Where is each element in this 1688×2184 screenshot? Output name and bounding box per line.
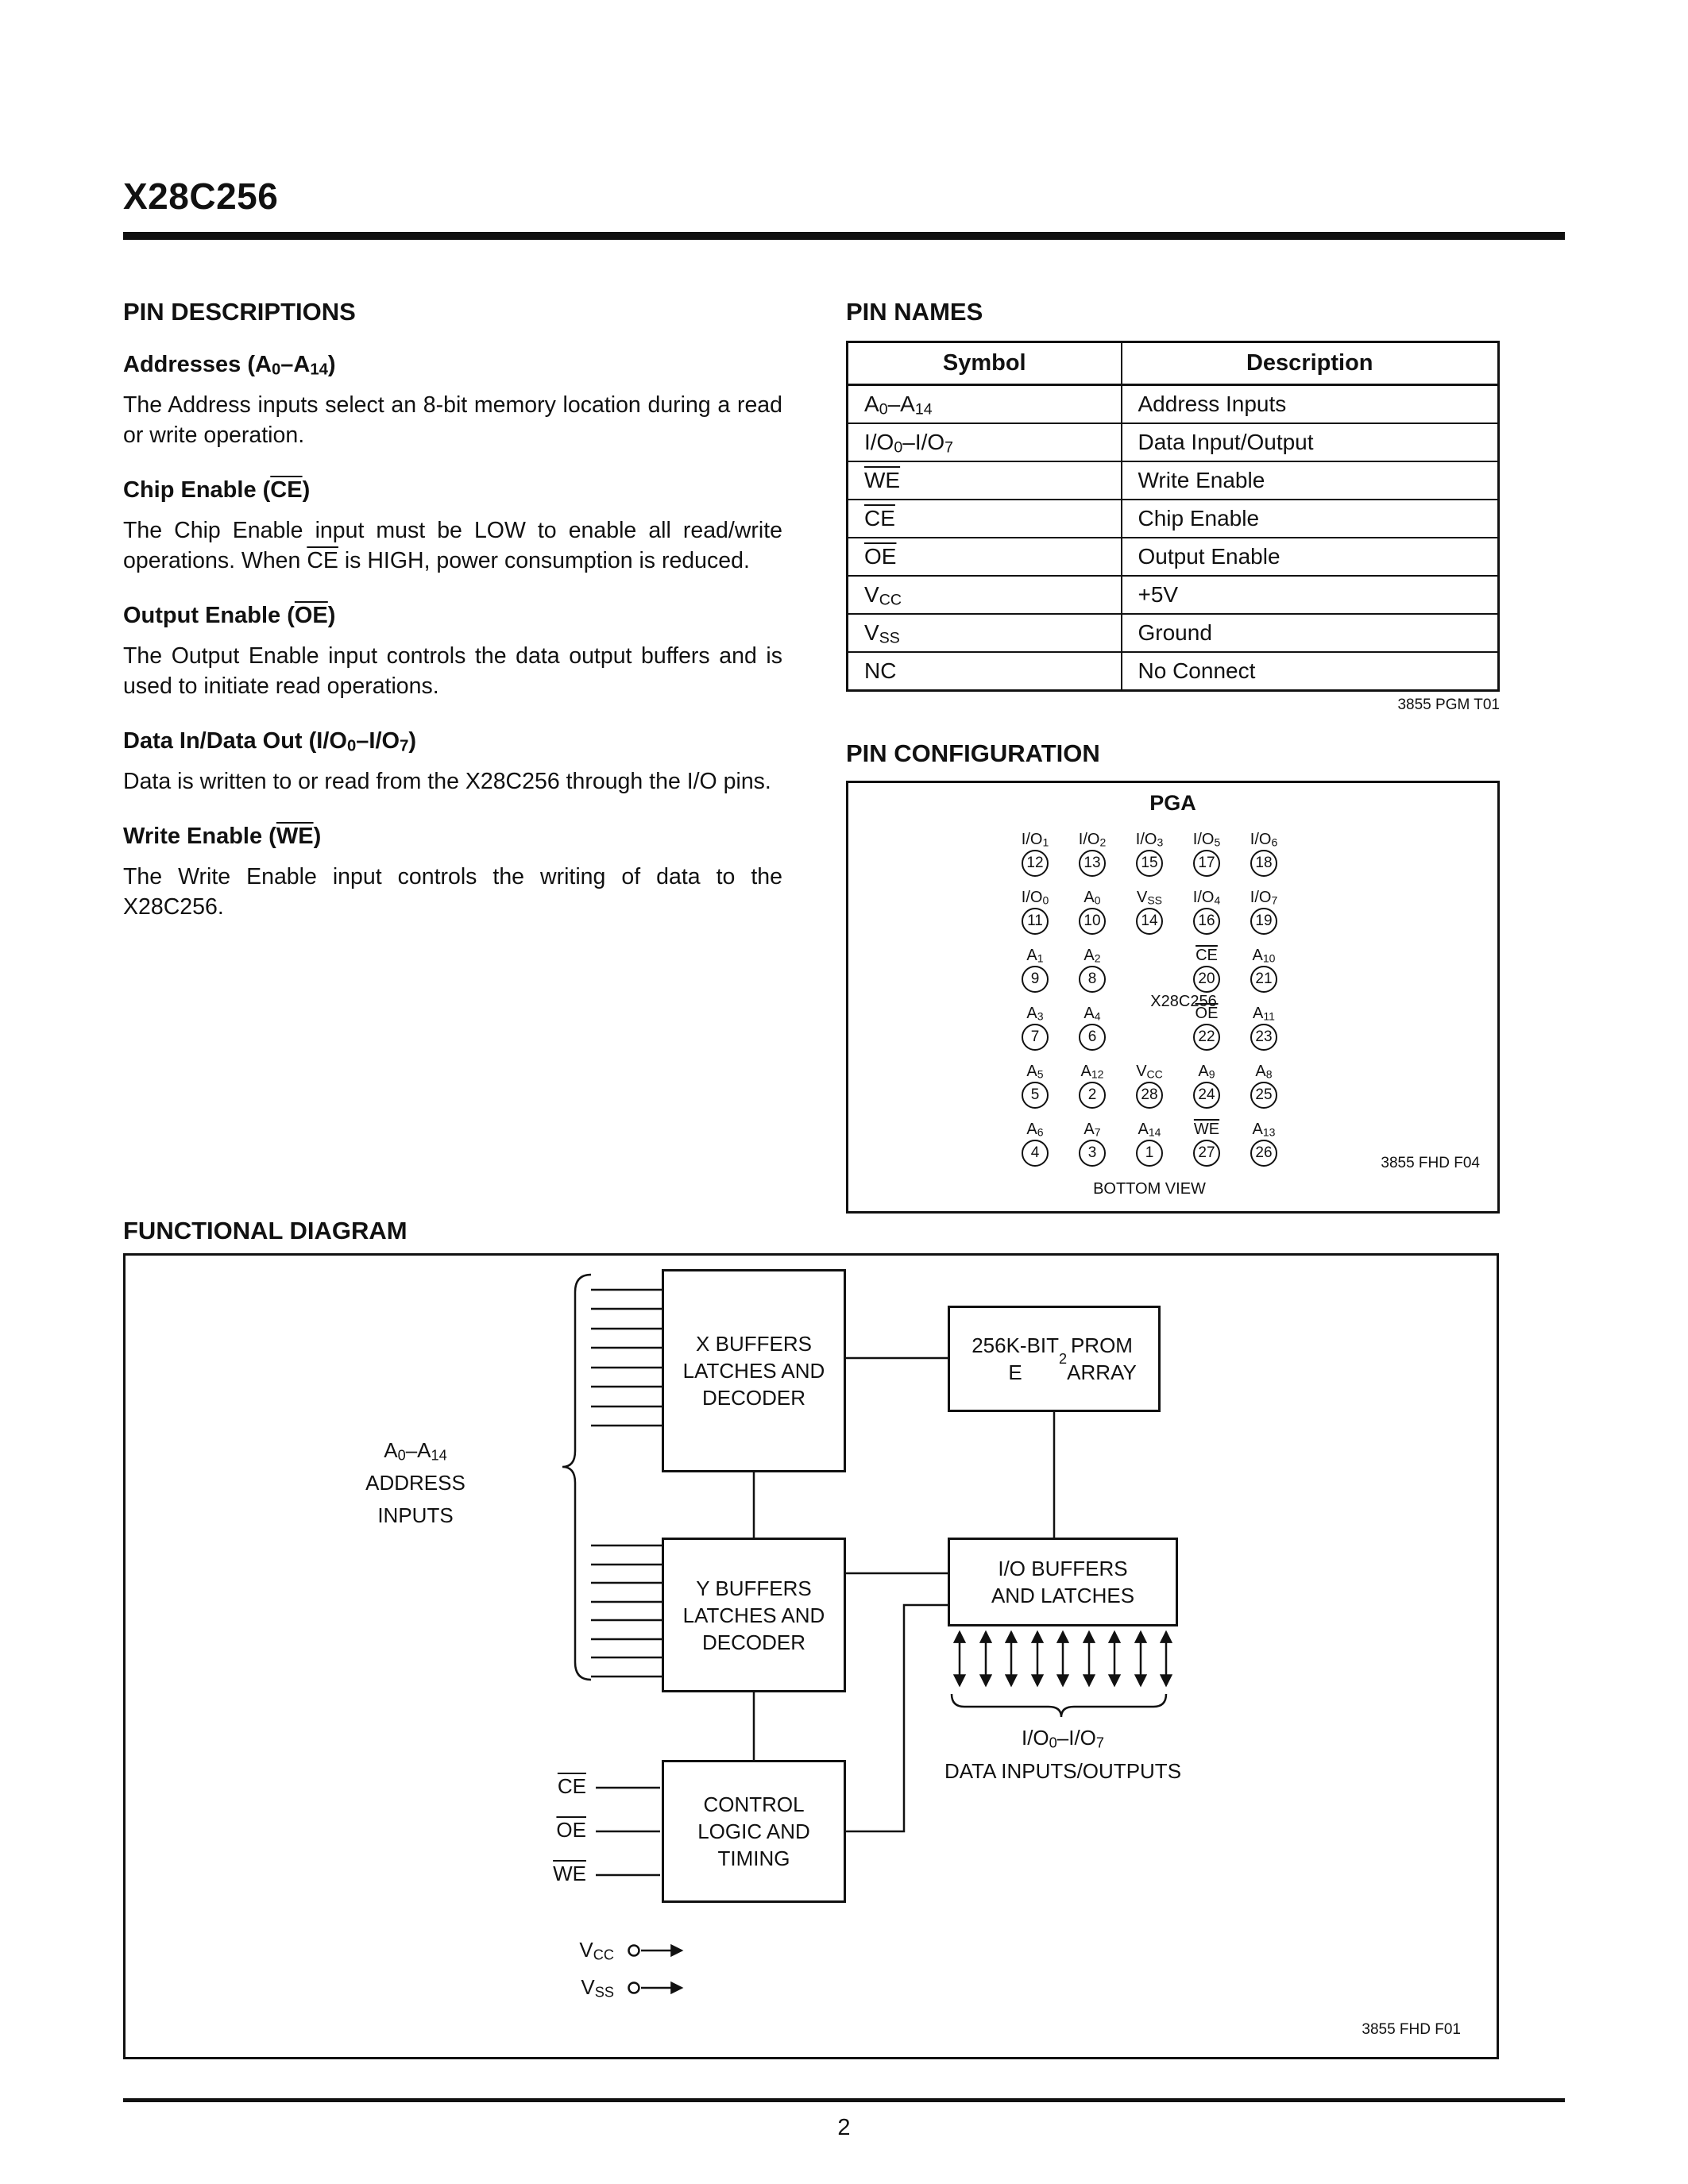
pin-number: 27 <box>1193 1140 1220 1167</box>
table-row <box>848 461 1499 500</box>
table-caption: 3855 PGM T01 <box>1397 696 1500 713</box>
pga-pin <box>1235 821 1292 879</box>
table-row <box>848 423 1499 461</box>
column-header-description: Description <box>1122 342 1499 385</box>
description-data-in-out <box>123 728 782 797</box>
pin-label: $A_1$ <box>1026 947 1044 965</box>
pin-descriptions-heading: PIN DESCRIPTIONS <box>123 298 356 326</box>
pga-pin <box>1121 1053 1178 1111</box>
pin-configuration-heading: PIN CONFIGURATION <box>846 739 1100 767</box>
pga-pin <box>1178 821 1235 879</box>
vcc-input-label: $V_{CC}$ <box>579 1938 614 1963</box>
pga-pin <box>1235 879 1292 937</box>
x-buffers-block: X BUFFERS LATCHES AND DECODER <box>662 1269 846 1472</box>
y-address-lines <box>591 1545 662 1677</box>
pin-names-table <box>846 341 1500 692</box>
section-body: The Chip Enable input must be LOW to enable all read/write operations. When $\overline{CE}$ is HIGH, power consumption is reduced. <box>123 518 782 573</box>
section-title: Addresses $(A_0-A_{14})$ <box>123 352 336 379</box>
pin-symbol: $V_{SS}$ <box>848 614 1122 652</box>
pga-row <box>1006 1111 1292 1169</box>
address-inputs-label: $A_0-A_{14}$ ADDRESS INPUTS <box>365 1438 465 1527</box>
pin-label: $A_{11}$ <box>1253 1005 1275 1023</box>
pin-number: 9 <box>1022 966 1049 993</box>
pga-row <box>1006 821 1292 879</box>
description-write-enable <box>123 824 782 922</box>
pga-pin <box>1006 995 1064 1053</box>
pin-number: 7 <box>1022 1024 1049 1051</box>
figure-caption: 3855 FHD F01 <box>1362 2021 1461 2038</box>
pin-number: 8 <box>1079 966 1106 993</box>
pin-symbol: $\overline{WE}$ <box>848 461 1122 500</box>
right-column <box>846 298 1500 1214</box>
pin-number: 16 <box>1193 908 1220 935</box>
pin-number: 4 <box>1022 1140 1049 1167</box>
pga-pin <box>1178 1053 1235 1111</box>
pin-label: $A_{12}$ <box>1080 1063 1104 1081</box>
pin-number: 11 <box>1022 908 1049 935</box>
pin-number: 2 <box>1079 1082 1106 1109</box>
pga-pin <box>1064 1111 1121 1169</box>
pin-number: 13 <box>1079 850 1106 877</box>
table-header-row <box>848 342 1499 385</box>
pga-pin <box>1121 879 1178 937</box>
pin-number: 15 <box>1136 850 1163 877</box>
section-title: Output Enable (OE) <box>123 603 336 628</box>
pin-symbol: $A_0-A_{14}$ <box>848 385 1122 424</box>
pin-label: $\overline{WE}$ <box>1193 1121 1220 1138</box>
table-row <box>848 385 1499 424</box>
pin-label: $I/O_4$ <box>1192 889 1221 907</box>
pga-row <box>1006 1053 1292 1111</box>
table-row <box>848 500 1499 538</box>
pga-pin <box>1006 1053 1064 1111</box>
pin-description: Ground <box>1122 614 1499 652</box>
pin-label: $V_{SS}$ <box>1136 889 1163 907</box>
functional-diagram-figure <box>123 1253 1499 2059</box>
pin-number: 20 <box>1193 966 1220 993</box>
pin-label: $\overline{CE}$ <box>1196 947 1218 964</box>
pin-number: 6 <box>1079 1024 1106 1051</box>
io-range-label: $I/O_0-I/O_7$ <box>1021 1726 1105 1751</box>
vss-input-label: $V_{SS}$ <box>581 1975 614 2001</box>
pin-description: Data Input/Output <box>1122 423 1499 461</box>
io-arrows <box>960 1632 1166 1685</box>
pin-descriptions-section <box>123 298 782 949</box>
pga-row <box>1006 937 1292 995</box>
pin-label: $A_5$ <box>1026 1063 1044 1081</box>
pga-pin <box>1121 821 1178 879</box>
pin-label: $I/O_6$ <box>1250 831 1278 849</box>
address-brace <box>562 1275 591 1680</box>
pin-names-heading: PIN NAMES <box>846 298 983 326</box>
description-addresses <box>123 352 782 450</box>
pin-number: 23 <box>1250 1024 1277 1051</box>
table-row <box>848 538 1499 576</box>
pga-pin <box>1064 995 1121 1053</box>
figure-caption: 3855 FHD F04 <box>1381 1155 1480 1171</box>
pin-label: $I/O_7$ <box>1250 889 1278 907</box>
pin-label: $A_{14}$ <box>1138 1121 1161 1139</box>
pin-number: 12 <box>1022 850 1049 877</box>
pin-label: $A_3$ <box>1026 1005 1044 1023</box>
pga-pin <box>1121 1111 1178 1169</box>
pin-label: $A_7$ <box>1083 1121 1101 1139</box>
pin-number: 1 <box>1136 1140 1163 1167</box>
pin-label: $A_6$ <box>1026 1121 1044 1139</box>
pin-number: 25 <box>1250 1082 1277 1109</box>
bottom-view-label: BOTTOM VIEW <box>1093 1180 1206 1198</box>
pin-number: 22 <box>1193 1024 1220 1051</box>
pin-label: $\overline{OE}$ <box>1195 1005 1219 1022</box>
functional-diagram-heading: FUNCTIONAL DIAGRAM <box>123 1217 408 1244</box>
ce-input-label: $\overline{CE}$ <box>557 1774 586 1798</box>
section-body: The Write Enable input controls the writing of data to the X28C256. <box>123 864 782 920</box>
pga-pin <box>1064 937 1121 995</box>
pin-number: 17 <box>1193 850 1220 877</box>
table-row <box>848 614 1499 652</box>
section-body: Data is written to or read from the X28C256 through the I/O pins. <box>123 769 771 794</box>
power-input-lines <box>629 1946 682 1993</box>
title-rule <box>123 232 1565 240</box>
pin-label: $I/O_0$ <box>1021 889 1049 907</box>
x-address-lines <box>591 1290 662 1426</box>
pin-description: Chip Enable <box>1122 500 1499 538</box>
pin-label: $A_{10}$ <box>1252 947 1276 965</box>
pin-number: 24 <box>1193 1082 1220 1109</box>
pin-label: $A_{13}$ <box>1252 1121 1276 1139</box>
pga-pin <box>1006 821 1064 879</box>
pga-pin <box>1235 1111 1292 1169</box>
pin-label: $A_4$ <box>1083 1005 1101 1023</box>
pin-number: 14 <box>1136 908 1163 935</box>
pga-pin <box>1064 1053 1121 1111</box>
pin-number: 10 <box>1079 908 1106 935</box>
chip-part-label: X28C256 <box>1150 993 1217 1010</box>
page-title: X28C256 <box>123 176 279 217</box>
table-row <box>848 652 1499 691</box>
pga-row <box>1006 879 1292 937</box>
pin-label: $A_2$ <box>1083 947 1101 965</box>
section-body: The Output Enable input controls the data output buffers and is used to initiate read operations. <box>123 643 782 699</box>
pin-number: 26 <box>1250 1140 1277 1167</box>
eeprom-array-block: 256K-BIT E 2 PROM ARRAY <box>948 1306 1161 1412</box>
pga-pin <box>1178 937 1235 995</box>
pin-number: 18 <box>1250 850 1277 877</box>
pin-label: $I/O_5$ <box>1192 831 1221 849</box>
pin-label: $A_0$ <box>1083 889 1101 907</box>
control-input-lines <box>596 1788 660 1875</box>
pga-pin <box>1178 1111 1235 1169</box>
pin-number: 21 <box>1250 966 1277 993</box>
column-header-symbol: Symbol <box>848 342 1122 385</box>
pin-description: No Connect <box>1122 652 1499 691</box>
pin-label: $V_{CC}$ <box>1136 1063 1163 1081</box>
pin-symbol: $\overline{OE}$ <box>848 538 1122 576</box>
pin-description: Address Inputs <box>1122 385 1499 424</box>
pin-description: Output Enable <box>1122 538 1499 576</box>
oe-input-label: $\overline{OE}$ <box>556 1818 586 1842</box>
footer-rule <box>123 2098 1565 2102</box>
pga-pin <box>1006 1111 1064 1169</box>
pin-number: 19 <box>1250 908 1277 935</box>
pin-label: $I/O_3$ <box>1135 831 1164 849</box>
pin-description: +5V <box>1122 576 1499 614</box>
pga-empty-cell <box>1121 937 1178 995</box>
section-title: Write Enable (WE) <box>123 824 322 849</box>
pin-symbol: $I/O_0-I/O_7$ <box>848 423 1122 461</box>
y-buffers-block: Y BUFFERS LATCHES AND DECODER <box>662 1538 846 1692</box>
io-brace <box>952 1694 1166 1717</box>
section-body: The Address inputs select an 8-bit memory location during a read or write operation. <box>123 392 782 448</box>
description-output-enable <box>123 603 782 701</box>
pin-symbol: $\overline{CE}$ <box>848 500 1122 538</box>
section-title: Data In/Data Out $(I/O_0-I/O_7)$ <box>123 728 417 755</box>
pin-label: $A_8$ <box>1255 1063 1273 1081</box>
pga-pin <box>1235 1053 1292 1111</box>
pin-symbol: $V_{CC}$ <box>848 576 1122 614</box>
we-input-label: $\overline{WE}$ <box>553 1862 586 1885</box>
pga-pin <box>1006 937 1064 995</box>
pin-label: $I/O_1$ <box>1021 831 1049 849</box>
pin-label: $A_9$ <box>1198 1063 1215 1081</box>
pga-pin <box>1006 879 1064 937</box>
control-logic-block: CONTROL LOGIC AND TIMING <box>662 1760 846 1903</box>
pin-label: $I/O_2$ <box>1078 831 1107 849</box>
io-description-label: DATA INPUTS/OUTPUTS <box>944 1759 1182 1783</box>
description-chip-enable <box>123 477 782 576</box>
pin-number: 5 <box>1022 1082 1049 1109</box>
pga-pin <box>1178 879 1235 937</box>
pga-pin <box>1064 879 1121 937</box>
pin-number: 3 <box>1079 1140 1106 1167</box>
pga-pin <box>1235 937 1292 995</box>
table-row <box>848 576 1499 614</box>
pin-configuration-figure <box>846 781 1500 1214</box>
pin-number: 28 <box>1136 1082 1163 1109</box>
io-buffers-block: I/O BUFFERS AND LATCHES <box>948 1538 1178 1626</box>
page-number: 2 <box>837 2115 851 2140</box>
package-type-label: PGA <box>1149 791 1196 815</box>
pin-symbol: NC <box>848 652 1122 691</box>
pin-description: Write Enable <box>1122 461 1499 500</box>
section-title: Chip Enable (CE) <box>123 477 311 503</box>
pga-pin <box>1064 821 1121 879</box>
